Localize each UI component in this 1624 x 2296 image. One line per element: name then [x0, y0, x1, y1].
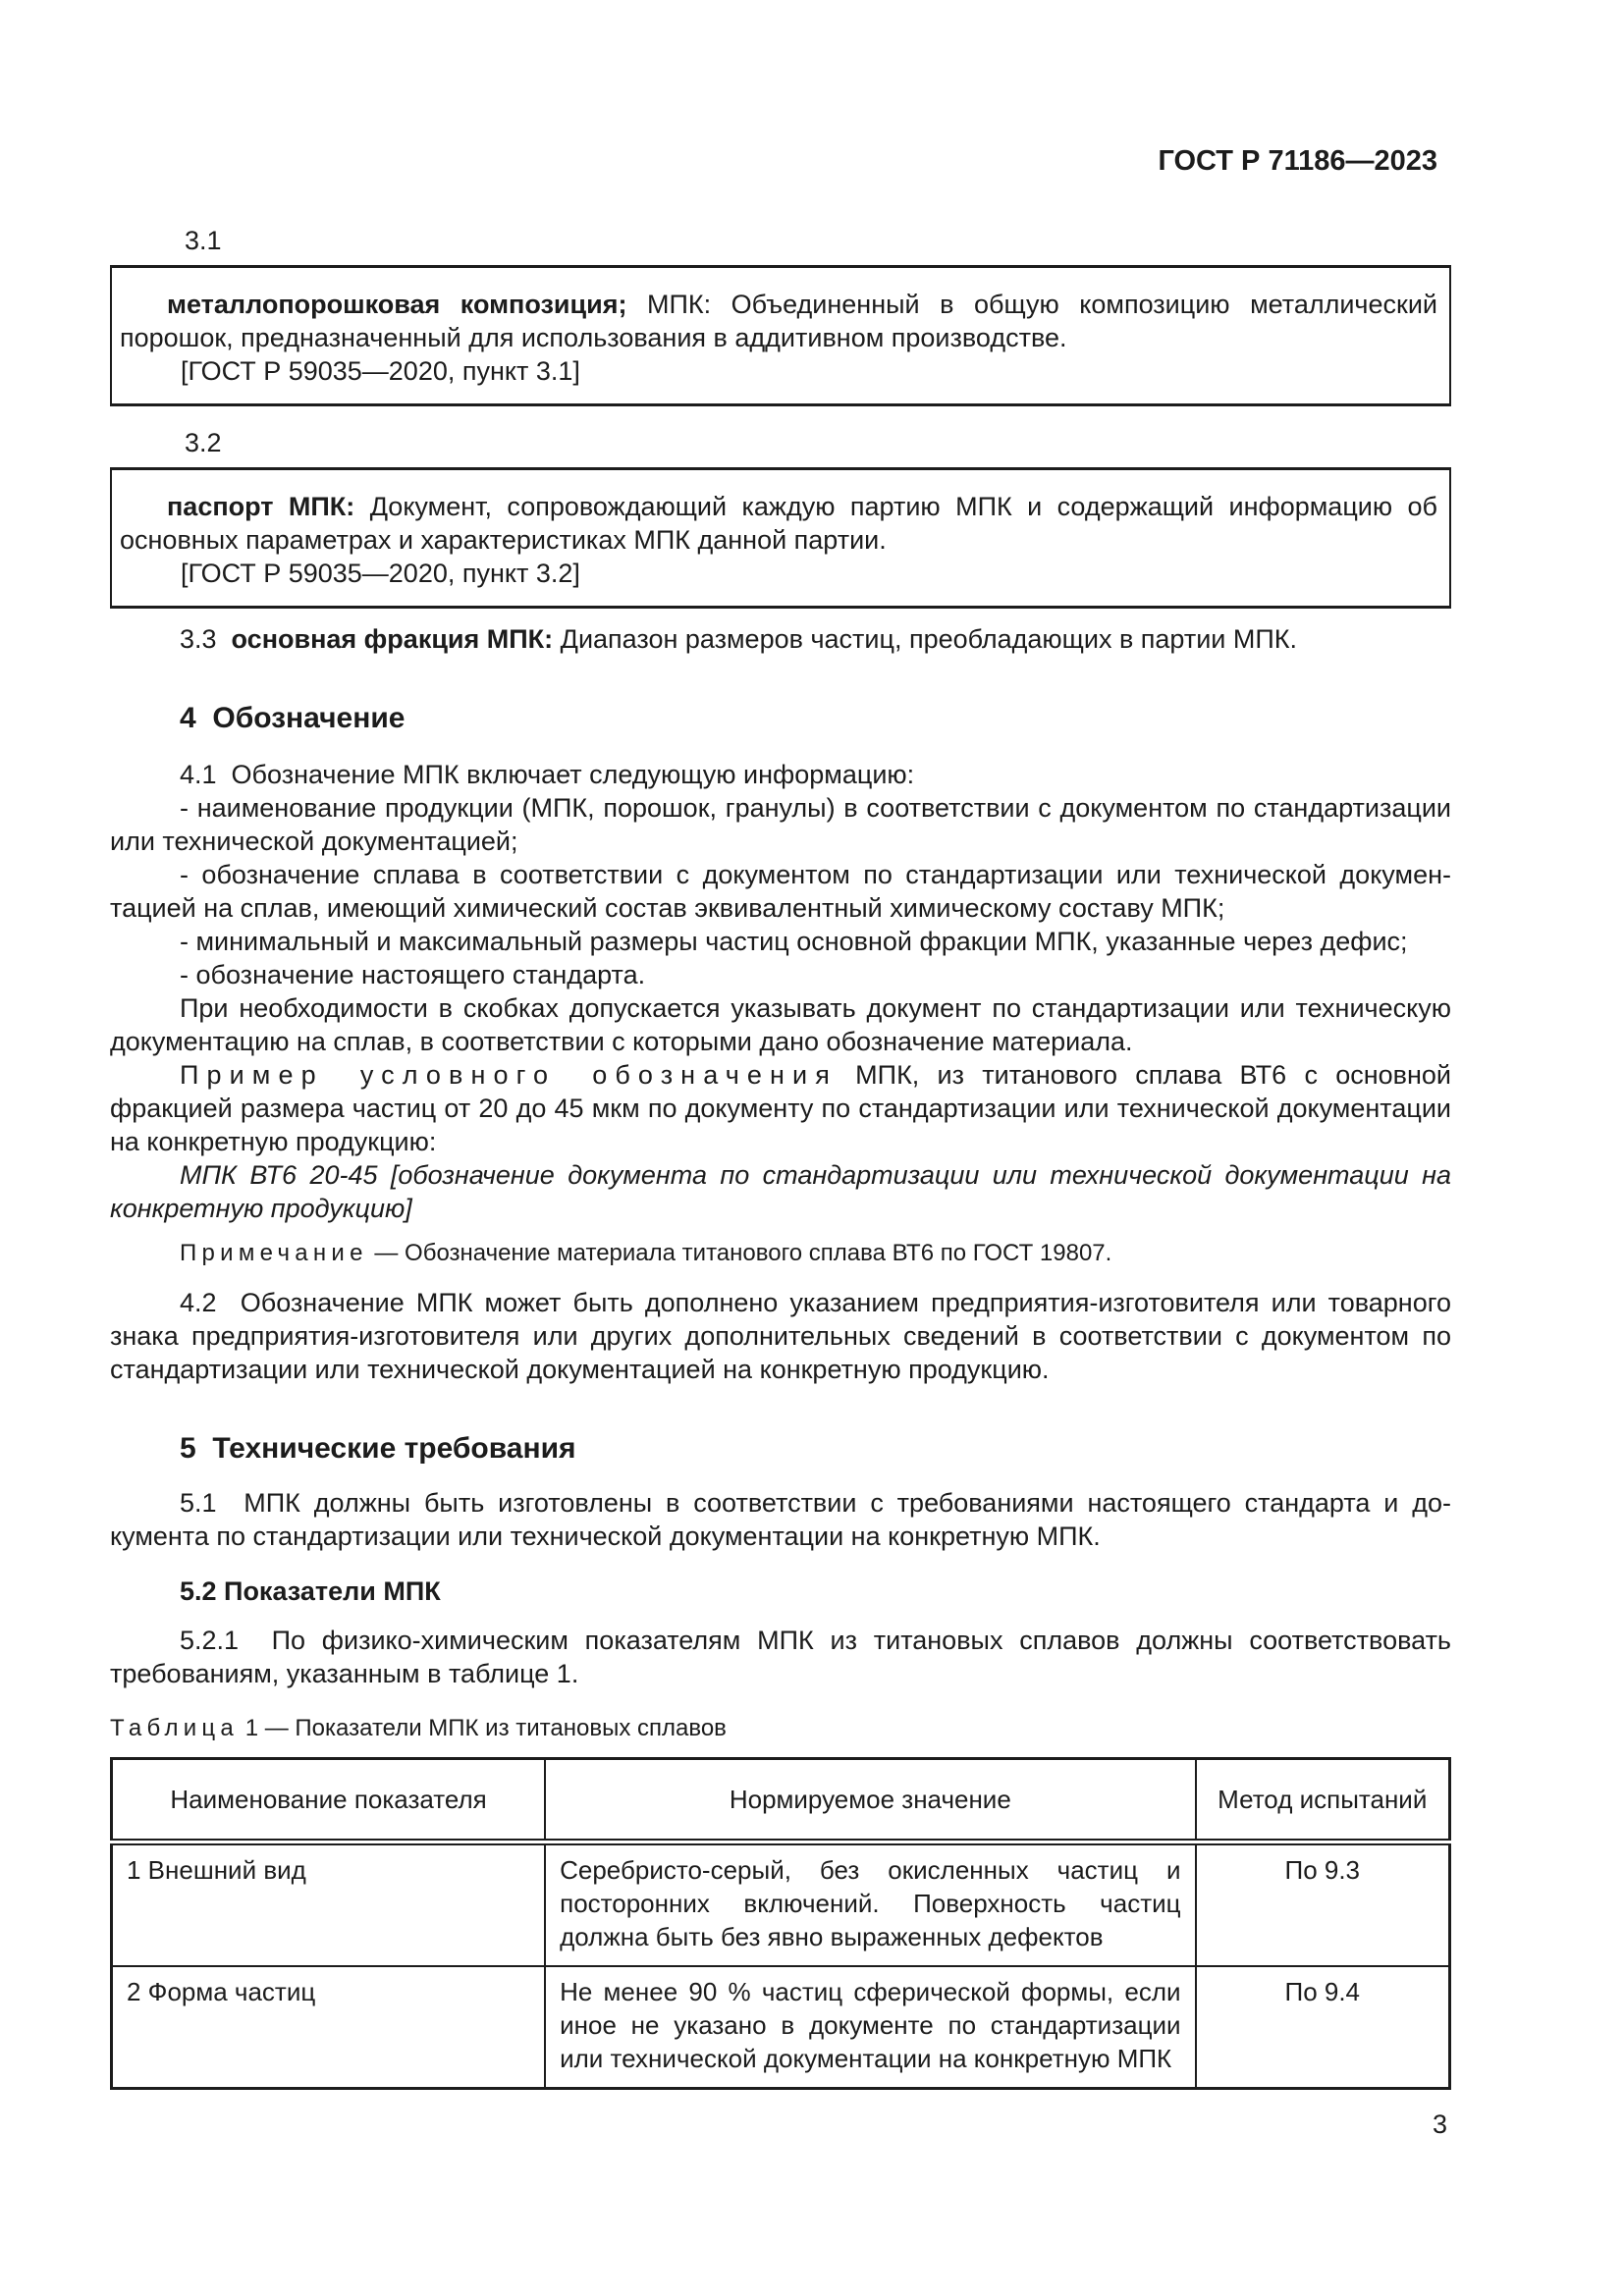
clause-4-1-item-3: - минимальный и максимальный размеры частиц основной фракции МПК, указанные через дефис; — [180, 927, 1408, 956]
designation-example-code: МПК ВТ6 20-45 [обозначение документа по стандартизации или технической документации на конкретную продукцию] — [110, 1160, 1451, 1223]
section-4-heading: 4 Обозначение — [180, 702, 406, 734]
section-5-heading: 5 Технические требования — [180, 1432, 576, 1465]
table-header-value: Нормируемое значение — [545, 1759, 1195, 1842]
clause-4-1: 4.1 Обозначение МПК включает следующую информацию: — [180, 760, 915, 789]
clause-3-3 — [110, 622, 1451, 656]
clause-5-2-1: 5.2.1 По физико-химическим показателям МПК из титановых сплавов должны соответствовать требованиям, указанным в таблице 1. — [110, 1626, 1451, 1688]
term-3-2: паспорт МПК: — [167, 492, 355, 521]
definition-box-3-1 — [110, 265, 1451, 406]
table-1 — [110, 1757, 1451, 2090]
clause-5-2-subheading: 5.2 Показатели МПК — [180, 1576, 441, 1606]
clause-4-1-item-1: - наименование продукции (МПК, порошок, гранулы) в соответствии с документом по стандартизации или технической документацией; — [110, 793, 1451, 856]
note-body: — Обозначение материала титанового сплава ВТ6 по ГОСТ 19807. — [367, 1240, 1112, 1266]
row-1-value: Серебристо-серый, без окисленных частиц и посторонних включений. Поверхность частиц должна быть без явно выраженных дефектов — [545, 1842, 1195, 1967]
clause-3-3-number: 3.3 — [180, 624, 232, 654]
definition-3-1-source: [ГОСТ Р 59035—2020, пункт 3.1] — [181, 356, 580, 386]
clause-3-2-label: 3.2 — [185, 428, 222, 457]
table-row — [112, 1842, 1450, 1967]
term-3-3: основная фракция МПК: — [231, 624, 554, 654]
clause-4-1-item-4: - обозначение настоящего стандарта. — [180, 960, 646, 989]
clause-4-2: 4.2 Обозначение МПК может быть дополнено указанием предприятия-изготовителя или товарного знака предприятия-изготовителя или других дополнительных сведений в соответствии с документом по стандартизации или технической документацией на конкретную продукцию. — [110, 1288, 1451, 1384]
definition-3-2-body: Документ, сопровождающий каждую партию МПК и содержащий информацию об основных параметрах и характеристиках МПК данной партии. — [120, 492, 1438, 555]
row-1-indicator: 1 Внешний вид — [112, 1842, 546, 1967]
row-2-indicator: 2 Форма частиц — [112, 1966, 546, 2089]
note-label: Примечание — [180, 1240, 368, 1266]
definition-3-2-source: [ГОСТ Р 59035—2020, пункт 3.2] — [181, 559, 580, 588]
row-2-method: По 9.4 — [1196, 1966, 1450, 2089]
document-code-header: ГОСТ Р 71186—2023 — [1158, 145, 1437, 177]
table-1-caption — [110, 1714, 1451, 1743]
example-intro-rest: МПК, из титанового сплава ВТ6 с основной фракцией размера частиц от 20 до 45 мкм по документу по стандартизации или технической документации на конкретную продукцию: — [110, 1060, 1451, 1156]
table-caption-rest: 1 — Показатели МПК из титановых сплавов — [239, 1715, 727, 1741]
table-header-name: Наименование показателя — [112, 1759, 546, 1842]
table-caption-label: Таблица — [110, 1715, 240, 1741]
clause-3-3-body: Диапазон размеров частиц, преобладающих в партии МПК. — [553, 624, 1298, 654]
row-1-method: По 9.3 — [1196, 1842, 1450, 1967]
definition-box-3-2 — [110, 467, 1451, 609]
clause-3-1-label: 3.1 — [185, 226, 222, 255]
designation-example-intro — [110, 1058, 1451, 1158]
page-number: 3 — [1432, 2109, 1447, 2139]
clause-4-1-item-2: - обозначение сплава в соответствии с документом по стандартизации или технической документацией на сплав, имеющий химический состав эквивалентный химическому составу МПК; — [110, 860, 1451, 923]
term-3-1: металлопорошковая композиция; — [167, 290, 627, 319]
row-2-value: Не менее 90 % частиц сферической формы, если иное не указано в документе по стандартизации или технической документации на конкретную МПК — [545, 1966, 1195, 2089]
table-header-method: Метод испытаний — [1196, 1759, 1450, 1842]
clause-5-1: 5.1 МПК должны быть изготовлены в соответствии с требованиями настоящего стандарта и документа по стандартизации или технической документации на конкретную МПК. — [110, 1488, 1451, 1551]
clause-4-1-allowance: При необходимости в скобках допускается указывать документ по стандартизации или техническую документацию на сплав, в соответствии с которыми дано обозначение материала. — [110, 993, 1451, 1056]
example-label: Пример условного обозначения — [180, 1060, 838, 1090]
definition-3-1-body: МПК: Объединенный в общую композицию металлический порошок, предназначенный для использования в аддитивном производстве. — [120, 290, 1437, 352]
table-row — [112, 1966, 1450, 2089]
definition-3-1-text — [120, 288, 1437, 354]
table-header-row — [112, 1759, 1450, 1842]
definition-3-2-text — [120, 490, 1437, 557]
note-4-1 — [110, 1239, 1451, 1268]
